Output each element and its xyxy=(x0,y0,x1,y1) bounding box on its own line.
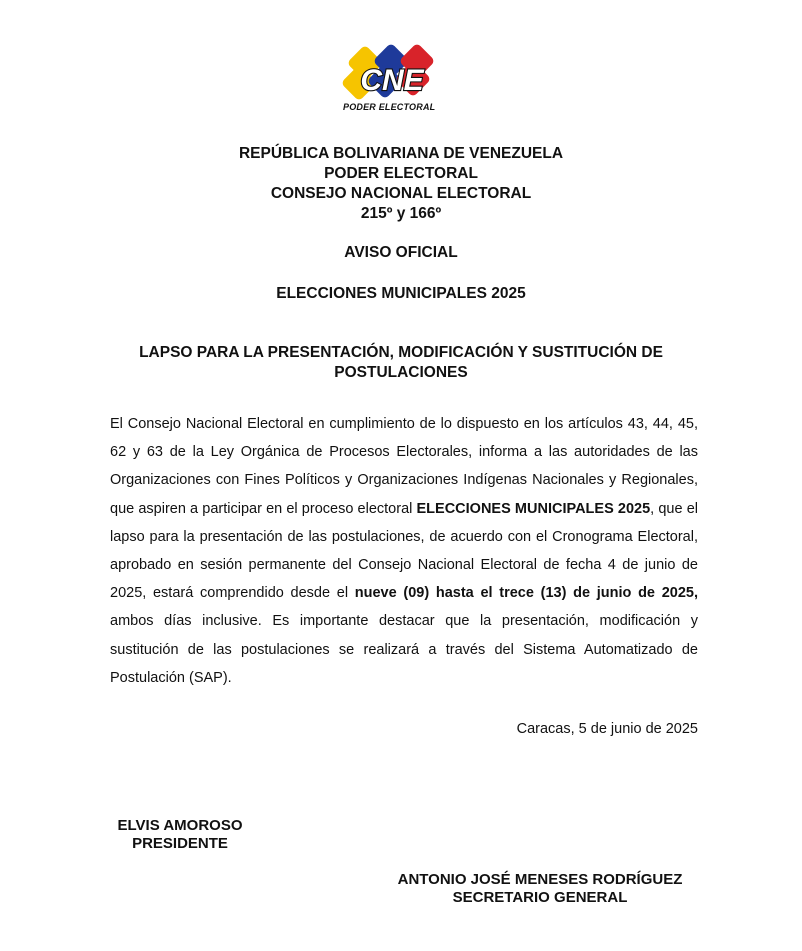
body-bold-dates: nueve (09) hasta el trece (13) de junio de 2025, xyxy=(354,585,698,602)
logo-subtitle: PODER ELECTORAL xyxy=(343,102,436,112)
notice-event: ELECCIONES MUNICIPALES 2025 xyxy=(276,285,526,302)
body-part-1: El Consejo Nacional Electoral en cumplimiento de lo dispuesto en los artículos 43, 44, 45, 62 y 63 de la Ley Orgánica de Procesos Electorales, informa a las autoridades de las Organizaciones con Fines Políticos y Organizaciones Indígenas Nacionales y Regionales, que aspiren a participar en el proceso electoral xyxy=(110,416,698,517)
body-part-3: ambos días inclusive. Es importante destacar que la presentación, modificación y sustitución de las postulaciones se realizará a través del Sistema Automatizado de Postulación (SAP). xyxy=(110,613,698,686)
signature-president xyxy=(110,817,250,853)
notice-body xyxy=(110,410,698,692)
header-republic: REPÚBLICA BOLIVARIANA DE VENEZUELA xyxy=(238,145,564,162)
secretary-title: SECRETARIO GENERAL xyxy=(452,889,628,906)
president-title: PRESIDENTE xyxy=(132,835,228,852)
notice-heading-line2: POSTULACIONES xyxy=(334,364,468,381)
notice-heading xyxy=(0,343,802,383)
header-council: CONSEJO NACIONAL ELECTORAL xyxy=(270,185,532,202)
president-name: ELVIS AMOROSO xyxy=(117,817,243,834)
notice-heading-line1: LAPSO PARA LA PRESENTACIÓN, MODIFICACIÓN Y SUSTITUCIÓN DE xyxy=(139,344,663,361)
body-part-2: , que el lapso para la presentación de las postulaciones, de acuerdo con el Cronograma Electoral, aprobado en sesión permanente del Consejo Nacional Electoral de fecha 4 de junio de 2025, estará comprendido desde el xyxy=(110,500,698,602)
secretary-name: ANTONIO JOSÉ MENESES RODRÍGUEZ xyxy=(397,871,683,888)
body-bold-event: ELECCIONES MUNICIPALES 2025 xyxy=(416,500,651,517)
document-header xyxy=(0,144,802,224)
header-years: 215º y 166º xyxy=(360,205,442,222)
logo-letters: CNE xyxy=(360,64,424,97)
signature-secretary xyxy=(380,871,700,907)
notice-type: AVISO OFICIAL xyxy=(344,244,458,261)
header-power: PODER ELECTORAL xyxy=(324,165,478,182)
date-line: Caracas, 5 de junio de 2025 xyxy=(516,721,698,737)
